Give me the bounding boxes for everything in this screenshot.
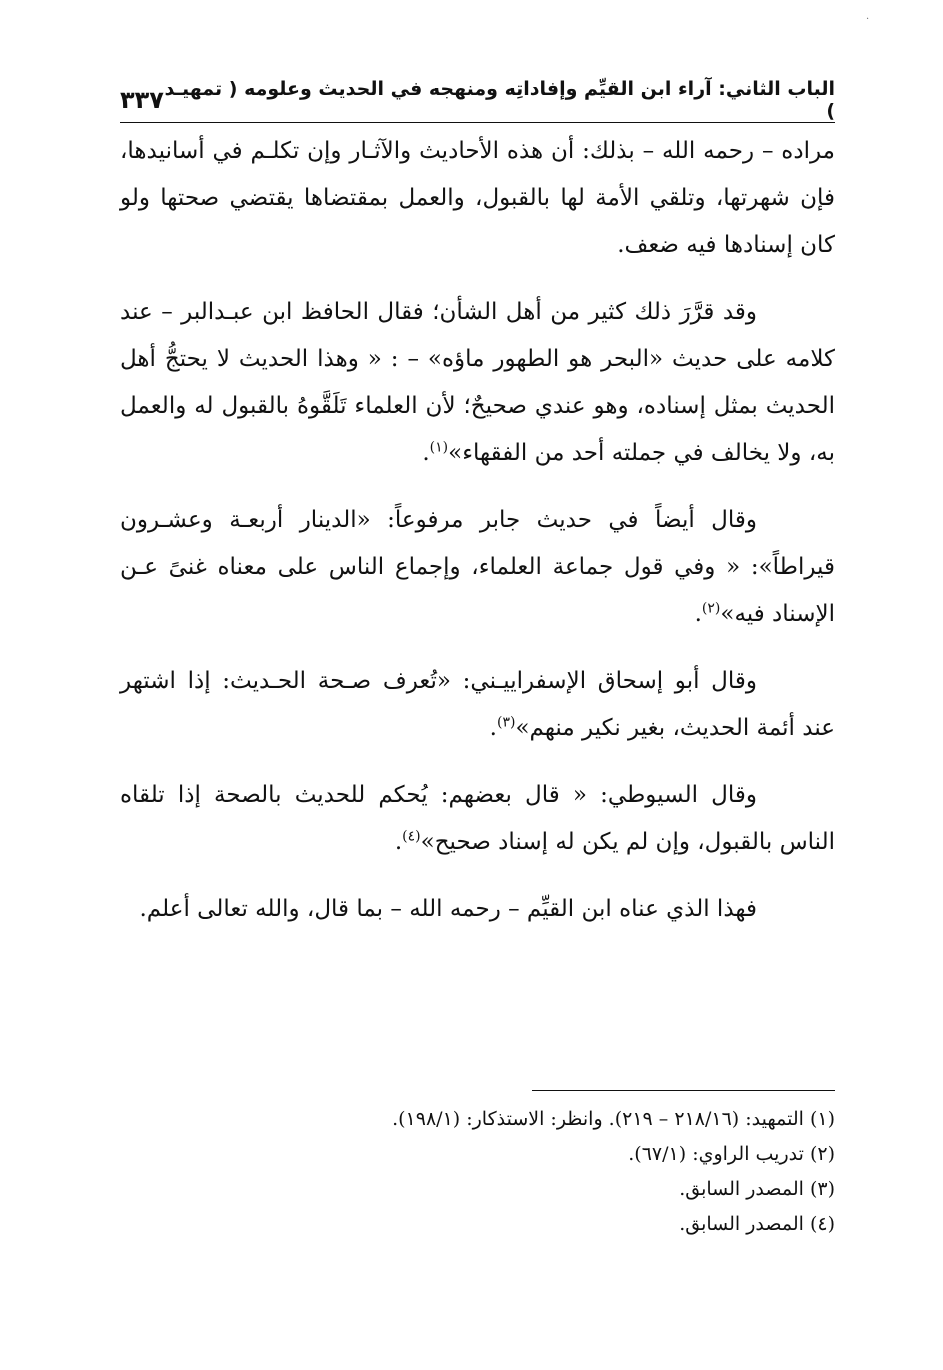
footnote-item: (٣) المصدر السابق.	[679, 1178, 835, 1200]
paragraph-text: وقال أيضاً في حديث جابر مرفوعاً: «الدينار أربعـة وعشـرون قيراطاً»: « وفي قول جماعة العلماء، وإجماع الناس على معناه غنىً عـن الإسناد فيه»	[120, 507, 835, 627]
paragraph-text: وقد قرَّرَ ذلك كثير من أهل الشأن؛ فقال الحافظ ابن عبـدالبر – عند كلامه على حديث «البحر هو الطهور ماؤه» – : « وهذا الحديث لا يحتجُّ أهل الحديث بمثل إسناده، وهو عندي صحيحٌ؛ لأن العلماء تَلَقَّوهُ بالقبول له والعمل به، ولا يخالف في جملته أحد من الفقهاء»	[120, 299, 835, 466]
footnote-item: (٢) تدريب الراوي: (٦٧/١).	[628, 1143, 835, 1165]
footnote-rule	[532, 1090, 835, 1091]
header-rule	[120, 122, 835, 123]
paragraph: وقال أبو إسحاق الإسفراييـني: «تُعرف صـحة الحـديث: إذا اشتهر عند أئمة الحديث، بغير نكير منهم»$^{(٣)}$.	[120, 668, 835, 741]
paragraph-text: وقال السيوطي: « قال بعضهم: يُحكم للحديث بالصحة إذا تلقاه الناس بالقبول، وإن لم يكن له إسناد صحيح»	[120, 782, 835, 855]
footnotes	[120, 1102, 835, 1242]
scan-mark: ·	[866, 14, 870, 25]
paragraph: وقد قرَّرَ ذلك كثير من أهل الشأن؛ فقال الحافظ ابن عبـدالبر – عند كلامه على حديث «البحر هو الطهور ماؤه» – : « وهذا الحديث لا يحتجُّ أهل الحديث بمثل إسناده، وهو عندي صحيحٌ؛ لأن العلماء تَلَقَّوهُ بالقبول له والعمل به، ولا يخالف في جملته أحد من الفقهاء»$^{(١)}$.	[120, 299, 835, 466]
paragraph: وقال السيوطي: « قال بعضهم: يُحكم للحديث بالصحة إذا تلقاه الناس بالقبول، وإن لم يكن له إسناد صحيح»$^{(٤)}$.	[120, 782, 835, 855]
body-text	[120, 128, 835, 953]
header-title: الباب الثاني: آراء ابن القيِّم وإفاداتِه ومنهجه في الحديث وعلومه ( تمهيـد )	[164, 78, 835, 122]
footnote-item: (٤) المصدر السابق.	[679, 1213, 835, 1235]
footnote-ref: (٣)	[496, 714, 516, 731]
footnote-item: (١) التمهيد: (٢١٨/١٦ – ٢١٩). وانظر: الاستذكار: (١٩٨/١).	[392, 1108, 835, 1130]
paragraph: وقال أيضاً في حديث جابر مرفوعاً: «الدينار أربعـة وعشـرون قيراطاً»: « وفي قول جماعة العلماء، وإجماع الناس على معناه غنىً عـن الإسناد فيه»$^{(٢)}$.	[120, 507, 835, 627]
footnote-ref: (١)	[429, 439, 449, 456]
paragraph-text: فهذا الذي عناه ابن القيِّم – رحمه الله – بما قال، والله تعالى أعلم.	[139, 896, 757, 922]
paragraph-text: وقال أبو إسحاق الإسفراييـني: «تُعرف صـحة الحـديث: إذا اشتهر عند أئمة الحديث، بغير نكير منهم»	[120, 668, 835, 741]
running-header	[120, 80, 835, 120]
footnote-ref: (٤)	[402, 828, 421, 845]
paragraph	[120, 886, 835, 933]
page-number: ٣٣٧	[120, 86, 164, 114]
paragraph-text: مراده – رحمه الله – بذلك: أن هذه الأحاديث والآثـار وإن تكلـم في أسانيدها، فإن شهرتها، وتلقي الأمة لها بالقبول، والعمل بمقتضاها يقتضي صحتها ولو كان إسنادها فيه ضعف.	[120, 138, 835, 258]
paragraph	[120, 128, 835, 269]
footnote-ref: (٢)	[701, 600, 721, 617]
